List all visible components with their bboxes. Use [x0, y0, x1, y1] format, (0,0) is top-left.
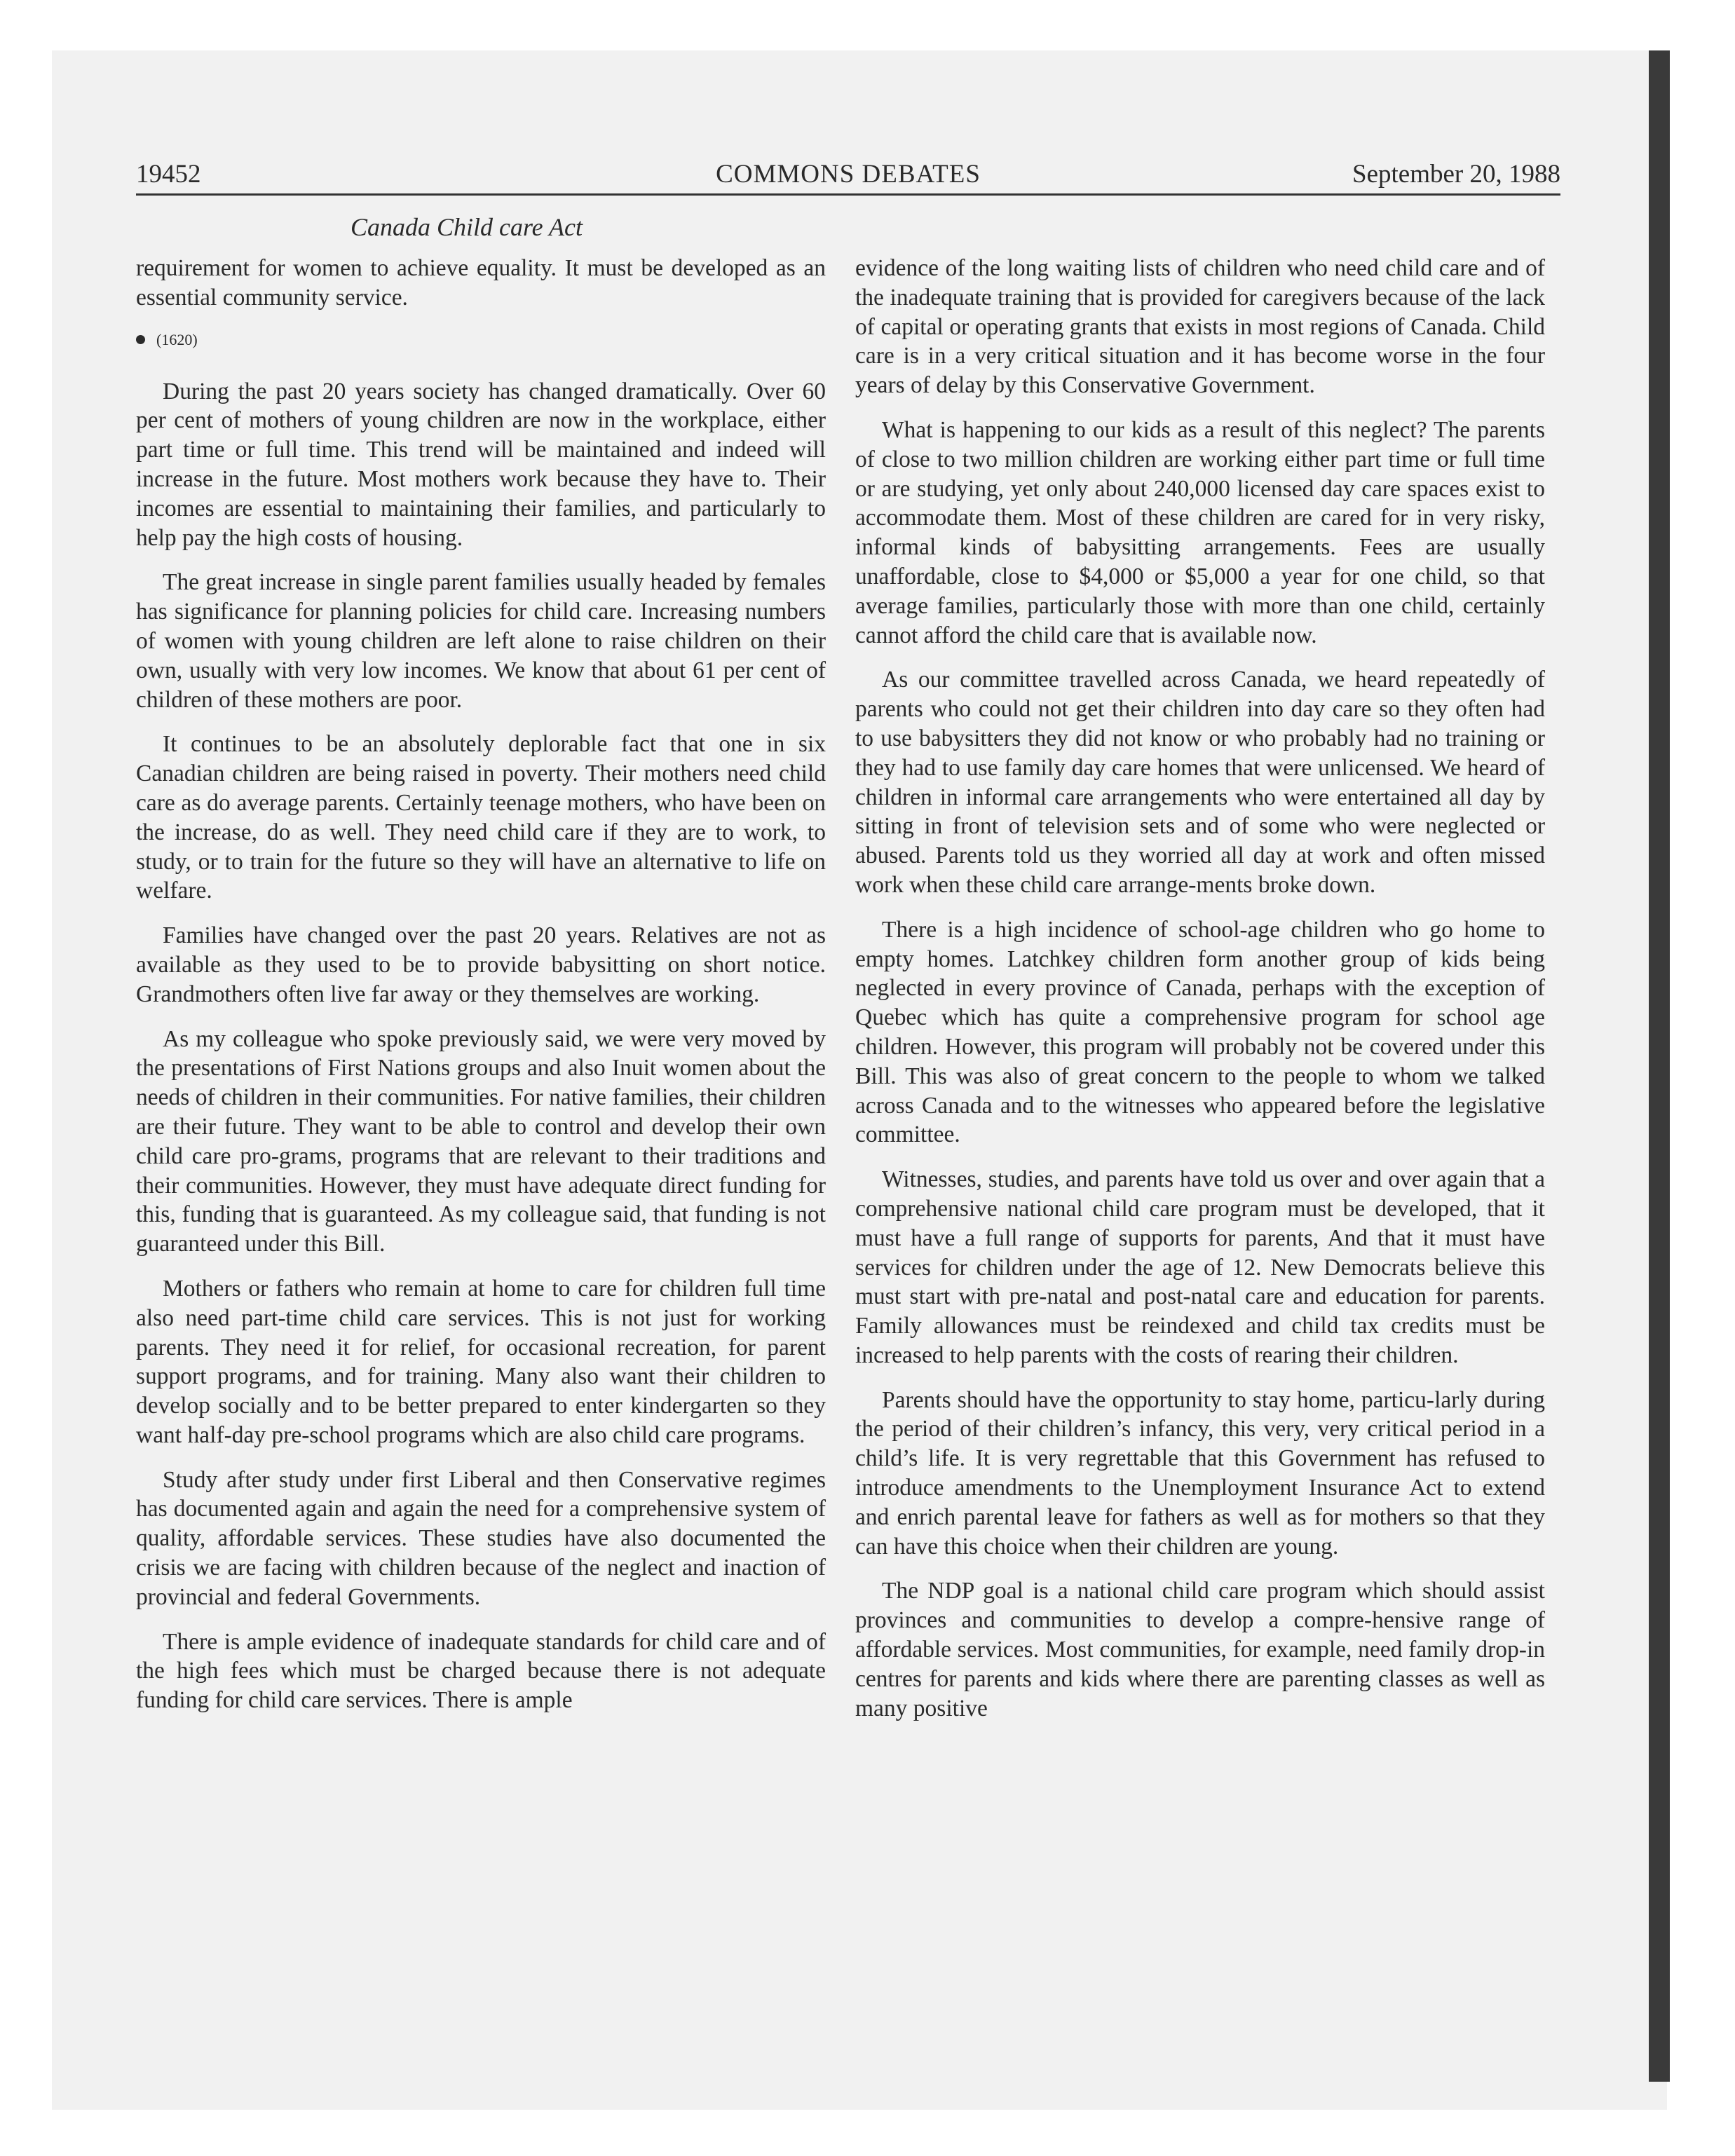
paragraph: Parents should have the opportunity to stay home, particu-larly during the period of their children’s infancy, this very, very critical period in a child’s life. It is very regrettable that this Government has refused to introduce amendments to the Unemployment Insurance Act to extend and enrich parental leave for fathers as well as for mothers so that they can have this choice when their children are young. — [855, 1386, 1545, 1560]
paragraph: It continues to be an absolutely deplorable fact that one in six Canadian children are being raised in poverty. Their mothers need child care as do average parents. Certainly teenage mothers, who have been on the increase, do as well. They need child care if they are to work, to study, or to train for the future so they will have an alternative to life on welfare. — [136, 731, 826, 904]
page-header — [136, 158, 1560, 196]
continuation-paragraph: requirement for women to achieve equality. It must be developed as an essential community service. — [136, 255, 826, 311]
publication-title: COMMONS DEBATES — [716, 160, 981, 189]
paragraph: Study after study under first Liberal and then Conservative regimes has documented again and again the need for a comprehensive system of quality, affordable services. These studies have also documented the crisis we are facing with children because of the neglect and inaction of provincial and federal Governments. — [136, 1466, 826, 1610]
paragraph: There is a high incidence of school-age children who go home to empty homes. Latchkey children form another group of kids being neglected in every province of Canada, perhaps with the exception of Quebec which has quite a comprehensive program for school age children. However, this program will probably not be covered under this Bill. This was also of great concern to the people to whom we talked across Canada and to the witnesses who appeared before the legislative committee. — [855, 916, 1545, 1148]
paragraph: The NDP goal is a national child care program which should assist provinces and communities to develop a compre-hensive range of affordable services. Most communities, for example, need family drop-in centres for parents and kids where there are parenting classes as well as many positive — [855, 1578, 1545, 1721]
continuation-paragraph: evidence of the long waiting lists of children who need child care and of the inadequate training that is provided for caregivers because of the lack of capital or operating grants that exists in most regions of Canada. Child care is in a very critical situation and it has become worse in the four years of delay by this Conservative Government. — [855, 255, 1545, 399]
debate-date: September 20, 1988 — [1352, 160, 1560, 189]
paragraph: Witnesses, studies, and parents have told us over and over again that a comprehensive national child care program must be developed, that it must have a full range of supports for parents, And that it must have services for children under the age of 12. New Democrats believe this must start with pre-natal and post-natal care and education for parents. Family allowances must be reindexed and child tax credits must be increased to help parents with the costs of rearing their children. — [855, 1166, 1545, 1368]
left-column — [136, 254, 826, 1731]
scan-edge-shadow — [1649, 50, 1670, 2082]
subject-heading: Canada Child care Act — [351, 213, 583, 241]
bullet-icon — [136, 335, 145, 344]
paragraph: Families have changed over the past 20 years. Relatives are not as available as they used to be to provide babysitting on short notice. Grandmothers often live far away or they themselves are working. — [136, 922, 826, 1007]
paragraph: There is ample evidence of inadequate standards for child care and of the high fees which must be charged because there is not adequate funding for child care services. There is ample — [136, 1628, 826, 1714]
time-marker — [136, 328, 826, 352]
right-column — [855, 254, 1545, 1738]
paragraph: What is happening to our kids as a result of this neglect? The parents of close to two million children are working either part time or full time or are studying, yet only about 240,000 licensed day care spaces exist to accommodate them. Most of these children are cared for in very risky, informal kinds of babysitting arrangements. Fees are usually unaffordable, close to $4,000 or $5,000 a year for one child, so that average families, particularly those with more than one child, certainly cannot afford the child care that is available now. — [855, 416, 1545, 648]
paragraph: As our committee travelled across Canada, we heard repeatedly of parents who could not get their children into day care so they often had to use babysitters they did not know or who probably had no training or they had to use family day care homes that were unlicensed. We heard of children in informal care arrangements who were entertained all day by sitting in front of television sets and of some who were neglected or abused. Parents told us they worried all day at work and often missed work when these child care arrange-ments broke down. — [855, 667, 1545, 898]
paragraph: During the past 20 years society has changed dramatically. Over 60 per cent of mothers of young children are now in the workplace, either part time or full time. This trend will be maintained and indeed will increase in the future. Most mothers work because they have to. Their incomes are essential to maintaining their families, and particularly to help pay the high costs of housing. — [136, 378, 826, 551]
paragraph: Mothers or fathers who remain at home to care for children full time also need part-time child care services. This is not just for working parents. They need it for relief, for occasional recreation, for parent support programs, and for training. Many also want their children to develop socially and to be better prepared to enter kindergarten so they want half-day pre-school programs which are also child care programs. — [136, 1275, 826, 1448]
page-number: 19452 — [136, 160, 201, 189]
paragraph: As my colleague who spoke previously said, we were very moved by the presentations of First Nations groups and also Inuit women about the needs of children in their communities. For native families, their children are their future. They want to be able to control and develop their own child care pro-grams, programs that are relevant to their traditions and their communities. However, they must have adequate direct funding for this, funding that is guaranteed. As my colleague said, that funding is not guaranteed under this Bill. — [136, 1025, 826, 1257]
time-marker-label: (1620) — [156, 330, 198, 348]
paragraph: The great increase in single parent families usually headed by females has significance for planning policies for child care. Increasing numbers of women with young children are left alone to raise children on their own, usually with very low incomes. We know that about 61 per cent of children of these mothers are poor. — [136, 569, 826, 713]
